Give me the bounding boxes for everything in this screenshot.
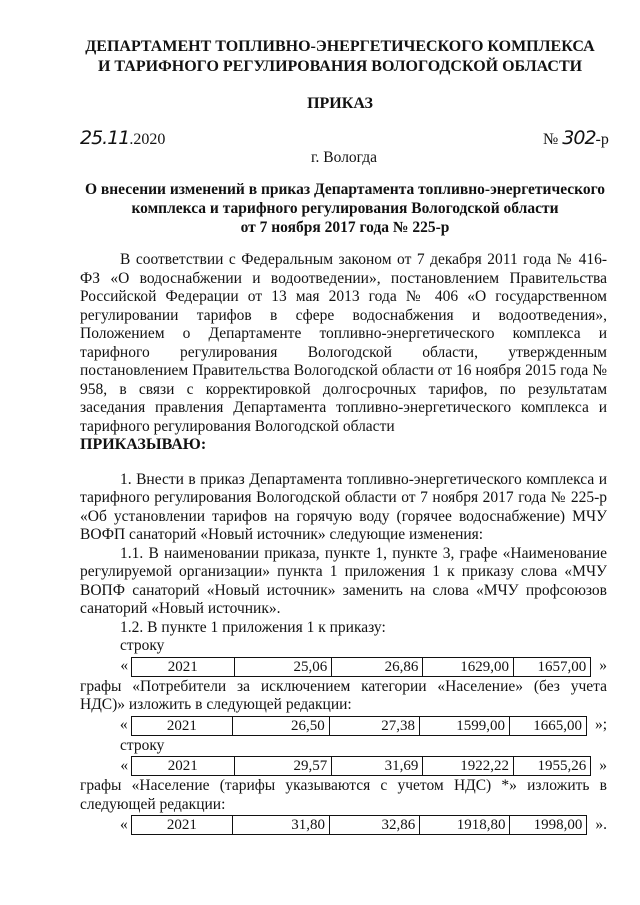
department-header (60, 37, 620, 77)
quote-open: « (119, 716, 128, 734)
date-year: .2020 (129, 131, 166, 148)
tariff-row-old-2 (80, 755, 607, 777)
cell-value: 31,69 (332, 757, 423, 776)
document-type: ПРИКАЗ (307, 95, 373, 112)
item-1-paragraph: 1. Внести в приказ Департамента топливно-энергетического комплекса и тарифного регулирования Вологодской области от 7 ноября 2017 года № 225-р «Об установлении тарифов на горячую воду (горячее водоснабжение) МЧУ ВОФП санаторий «Новый источник» следующие изменения: (80, 470, 607, 543)
cell-value: 25,06 (234, 657, 332, 676)
cell-value: 1665,00 (510, 716, 587, 735)
cell-value: 26,50 (232, 716, 329, 735)
tariff-table (131, 716, 587, 736)
quote-close: ». (595, 815, 607, 833)
cell-value: 26,86 (332, 657, 423, 676)
department-line-2: И ТАРИФНОГО РЕГУЛИРОВАНИЯ ВОЛОГОДСКОЙ ОБЛАСТИ (97, 58, 583, 75)
cell-value: 1657,00 (514, 657, 591, 676)
quote-open: « (120, 657, 129, 675)
cell-year: 2021 (131, 816, 232, 835)
cell-year: 2021 (132, 657, 234, 676)
department-line-1: ДЕПАРТАМЕНТ ТОПЛИВНО-ЭНЕРГЕТИЧЕСКОГО КОМПЛЕКСА (85, 38, 595, 55)
cell-value: 1918,80 (420, 816, 510, 835)
cell-value: 29,57 (234, 757, 332, 776)
order-body (80, 251, 607, 836)
quote-close: » (599, 657, 607, 675)
tariff-row-old-1 (80, 656, 607, 678)
tariff-table (131, 815, 588, 835)
quote-close: »; (594, 716, 607, 734)
graph-1-text: графы «Потребители за исключением категории «Население» (без учета НДС)» изложить в следующей редакции: (80, 677, 607, 713)
item-1-2-paragraph: 1.2. В пункте 1 приложения 1 к приказу: (120, 618, 386, 636)
preamble-paragraph: В соответствии с Федеральным законом от 7 декабря 2011 года № 416-ФЗ «О водоснабжении и водоотведении», постановлением Правительства Российской Федерации от 13 мая 2013 года № 406 «О государственном регулировании тарифов в сфере водоснабжения и водоотведения», Положением о Департаменте топливно-энергетического комплекса и тарифного регулирования Вологодской области, утвержденным постановлением Правительства Вологодской области от 16 ноября 2015 года № 958, в связи с корректировкой долгосрочных тарифов, по результатам заседания правления Департамента топливно-энергетического комплекса и тарифного регулирования Вологодской области (80, 251, 607, 435)
row-label-2: строку (120, 736, 165, 754)
cell-year: 2021 (131, 716, 232, 735)
subject-line-3: от 7 ноября 2017 года № 225-р (240, 219, 450, 236)
cell-value: 27,38 (329, 716, 419, 735)
quote-close: » (599, 756, 607, 774)
order-subject (80, 180, 610, 237)
order-number (543, 129, 609, 149)
city: г. Вологда (310, 149, 378, 166)
number-prefix: № (543, 131, 559, 148)
cell-value: 1998,00 (510, 816, 587, 835)
cell-value: 1599,00 (419, 716, 509, 735)
item-1-1-paragraph: 1.1. В наименовании приказа, пункте 1, пункте 3, графе «Наименование регулируемой организации» пункта 1 приложения 1 к приказу слова «МЧУ ВОПФ санаторий «Новый источник» заменить на слова «МЧУ профсоюзов санаторий «Новый источник». (80, 544, 607, 617)
quote-open: « (120, 756, 129, 774)
subject-line-1: О внесении изменений в приказ Департамента топливно-энергетического (84, 181, 606, 198)
cell-value: 31,80 (233, 816, 330, 835)
order-word: ПРИКАЗЫВАЮ: (80, 436, 207, 453)
cell-value: 1955,26 (514, 757, 591, 776)
tariff-row-new-2 (80, 814, 607, 836)
cell-value: 1629,00 (423, 657, 514, 676)
number-suffix: -р (595, 131, 609, 148)
tariff-table (131, 657, 591, 677)
handwritten-date: 25.11 (80, 127, 130, 149)
cell-value: 1922,22 (423, 757, 514, 776)
cell-value: 32,86 (330, 816, 420, 835)
cell-year: 2021 (132, 757, 234, 776)
subject-line-2: комплекса и тарифного регулирования Вологодской области (131, 200, 559, 217)
tariff-table (131, 756, 591, 776)
row-label-1: строку (120, 637, 165, 654)
order-date (80, 129, 165, 149)
tariff-row-new-1 (80, 715, 607, 737)
handwritten-number: 302 (562, 127, 596, 149)
quote-open: « (119, 815, 128, 833)
graph-2-text: графы «Население (тарифы указываются с учетом НДС) *» изложить в следующей редакции: (80, 777, 607, 813)
